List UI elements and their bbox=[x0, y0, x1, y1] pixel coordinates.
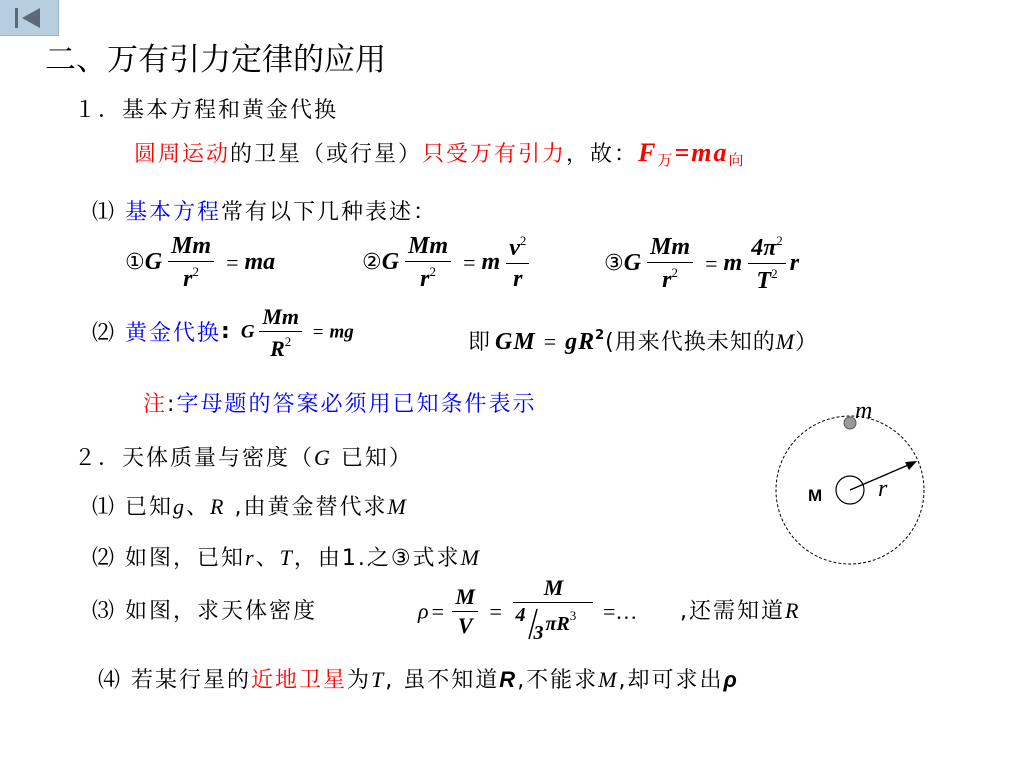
section2-item1-number: ⑴ bbox=[92, 495, 117, 520]
satellite-text: 的卫星（或行星） bbox=[230, 142, 423, 167]
section2-item2-r: r bbox=[245, 545, 256, 570]
therefore-text: ，故： bbox=[566, 142, 639, 167]
golden-gR-exponent: 2 bbox=[595, 328, 606, 343]
density-fraction-2 bbox=[513, 577, 593, 646]
section2-item1-text2: 、 bbox=[186, 495, 211, 520]
formula-1-equals: = bbox=[226, 249, 239, 275]
golden-relation bbox=[468, 325, 818, 356]
section2-heading bbox=[74, 441, 413, 472]
section2-item2-text1: 如图，已知 bbox=[116, 546, 246, 571]
section2-item4 bbox=[98, 663, 739, 694]
formula-3-denominator: r bbox=[662, 267, 672, 293]
formula-3 bbox=[604, 234, 799, 293]
item2-golden-substitution bbox=[92, 306, 354, 360]
formula-3-four-pi-exponent: 2 bbox=[776, 233, 783, 248]
section2-item1-R: R bbox=[210, 494, 226, 519]
section2-item1-text1: 已知 bbox=[116, 495, 174, 520]
section2-item4-text4: ,不能求 bbox=[517, 668, 599, 693]
section2-item3 bbox=[92, 594, 317, 625]
formula-3-equals: = bbox=[705, 250, 718, 276]
density-mass-2: M bbox=[543, 575, 564, 600]
formula-2-velocity: v bbox=[509, 235, 520, 261]
radius-label: r bbox=[878, 476, 888, 502]
formula-3-four-pi: 4π bbox=[751, 235, 777, 261]
section2-item4-text3: , 虽不知道 bbox=[385, 668, 500, 693]
formula-1-marker: ① bbox=[125, 250, 145, 275]
density-equals-2: = bbox=[489, 598, 502, 624]
section2-item1-g: g bbox=[173, 494, 187, 519]
formula-3-period-fraction bbox=[748, 234, 786, 293]
formula-3-fraction bbox=[647, 235, 693, 292]
density-piR-exponent: 3 bbox=[569, 608, 577, 623]
formula-2-marker: ② bbox=[362, 250, 382, 275]
gravity-only-text: 只受万有引力 bbox=[422, 142, 567, 167]
formula-1-G: G bbox=[144, 249, 163, 275]
radius-arrowhead bbox=[905, 461, 917, 470]
formula-2-exponent: 2 bbox=[429, 264, 436, 279]
golden-substitution-text: 黄金代换 bbox=[125, 320, 222, 346]
section2-item3-number: ⑶ bbox=[92, 599, 117, 624]
formula-1-fraction bbox=[168, 234, 214, 291]
golden-GM: GM bbox=[495, 329, 536, 355]
formula-2-m: m bbox=[481, 249, 501, 275]
note-text: 字母题的答案必须用已知条件表示 bbox=[176, 392, 537, 417]
density-four: 4 bbox=[515, 604, 526, 626]
golden-equals: = bbox=[312, 322, 324, 343]
page-title: 二、万有引力定律的应用 bbox=[45, 42, 386, 78]
section2-item3-text2: ,还需知道 bbox=[680, 599, 785, 624]
section2-item1 bbox=[92, 490, 408, 521]
formula-2-denominator: r bbox=[420, 266, 430, 292]
section2-item4-text1: 若某行星的 bbox=[122, 668, 252, 693]
section2-item2-number: ⑵ bbox=[92, 546, 117, 571]
formula-1-exponent: 2 bbox=[192, 264, 199, 279]
formula-2 bbox=[362, 234, 529, 291]
density-volume: V bbox=[452, 611, 478, 637]
formula-2-numerator: Mm bbox=[408, 233, 449, 259]
density-piR: πR bbox=[545, 613, 570, 635]
section2-item2-T: T bbox=[279, 545, 294, 570]
golden-gR: gR bbox=[565, 329, 596, 355]
density-three: 3 bbox=[533, 622, 544, 644]
formula-3-m: m bbox=[723, 250, 743, 276]
density-equals-1: = bbox=[431, 598, 444, 624]
golden-equals-2: = bbox=[543, 329, 558, 354]
golden-rhs: mg bbox=[329, 322, 354, 343]
golden-numerator: Mm bbox=[262, 304, 300, 329]
formula-2-velocity-fraction bbox=[506, 234, 529, 291]
satellite-mass-label: m bbox=[855, 398, 873, 424]
density-equals-3: =… bbox=[602, 598, 638, 624]
density-formula bbox=[418, 577, 637, 646]
formula-2-radius: r bbox=[506, 263, 529, 291]
formula-2-fraction bbox=[405, 234, 451, 291]
golden-exponent: 2 bbox=[284, 334, 292, 349]
formula-1-rhs: ma bbox=[244, 249, 276, 275]
golden-M: M bbox=[775, 329, 796, 354]
force-subscript: 万 bbox=[657, 151, 675, 169]
section2-item4-rho: ρ bbox=[723, 667, 739, 692]
formula-1 bbox=[125, 234, 275, 291]
near-earth-satellite-text: 近地卫星 bbox=[251, 668, 348, 693]
density-mass: M bbox=[455, 584, 476, 609]
line-circular-motion bbox=[134, 137, 745, 170]
formula-2-G: G bbox=[381, 249, 400, 275]
item1-number: ⑴ bbox=[92, 200, 117, 225]
formula-3-period-exponent: 2 bbox=[771, 266, 778, 281]
section2-item4-R: R bbox=[499, 667, 518, 692]
circular-motion-text: 圆周运动 bbox=[134, 142, 231, 167]
item2-number: ⑵ bbox=[92, 320, 117, 346]
section2-item1-M: M bbox=[387, 494, 408, 519]
density-fraction-1 bbox=[452, 586, 478, 637]
central-mass-label: M bbox=[808, 486, 823, 505]
golden-denominator: R bbox=[270, 336, 285, 361]
basic-equation-text: 基本方程 bbox=[125, 200, 222, 225]
golden-formula bbox=[240, 304, 354, 361]
golden-colon: : bbox=[221, 318, 232, 344]
section2-item3-R: R bbox=[785, 598, 801, 623]
section2-item4-T: T bbox=[371, 667, 386, 692]
section2-heading-post: 已知） bbox=[331, 446, 413, 471]
formula-2-velocity-exponent: 2 bbox=[519, 233, 527, 248]
first-slide-button[interactable] bbox=[0, 0, 59, 36]
formula-3-numerator: Mm bbox=[650, 234, 691, 260]
section2-item2-text2: 、 bbox=[255, 546, 280, 571]
section2-heading-pre: ２．天体质量与密度（ bbox=[74, 446, 315, 471]
section2-heading-G: G bbox=[314, 445, 332, 470]
formula-3-period: T bbox=[756, 268, 772, 294]
section2-item1-text3: ,由黄金替代求 bbox=[225, 495, 388, 520]
formula-3-G: G bbox=[623, 250, 642, 276]
golden-ji: 即 bbox=[468, 330, 492, 355]
formula-3-tail: r bbox=[789, 250, 800, 276]
accel-subscript: 向 bbox=[728, 151, 746, 169]
first-slide-icon bbox=[0, 0, 58, 35]
golden-paren-text: (用来代换未知的 bbox=[605, 330, 776, 355]
formula-1-denominator: r bbox=[183, 266, 193, 292]
section2-item4-M: M bbox=[598, 667, 619, 692]
golden-fraction bbox=[259, 306, 302, 360]
force-symbol: F bbox=[638, 138, 658, 167]
golden-G: G bbox=[240, 322, 255, 343]
section2-item2-text3: ，由1.之③式求 bbox=[293, 546, 461, 571]
section1-heading: １．基本方程和黄金代换 bbox=[74, 98, 339, 123]
section2-item4-text5: ,却可求出 bbox=[618, 668, 724, 693]
note-label: 注 bbox=[143, 392, 168, 417]
ma-text: =ma bbox=[674, 138, 729, 167]
section2-item2-M: M bbox=[460, 545, 481, 570]
item1-description: 常有以下几种表述： bbox=[221, 200, 438, 225]
section2-item2 bbox=[92, 541, 481, 572]
formula-3-exponent: 2 bbox=[671, 265, 678, 280]
formula-3-marker: ③ bbox=[604, 251, 624, 276]
item1-basic-equation bbox=[92, 195, 437, 226]
golden-close: ） bbox=[795, 330, 819, 355]
section2-item3-text1: 如图，求天体密度 bbox=[116, 599, 318, 624]
density-rho: ρ bbox=[418, 598, 429, 624]
formula-1-numerator: Mm bbox=[171, 233, 212, 259]
section2-item4-number: ⑷ bbox=[98, 668, 123, 693]
note-line bbox=[143, 387, 536, 418]
formula-2-equals: = bbox=[463, 249, 476, 275]
section2-item3-tail bbox=[680, 594, 800, 625]
orbit-diagram bbox=[770, 392, 950, 582]
note-colon: : bbox=[167, 392, 177, 417]
section2-item4-text2: 为 bbox=[347, 668, 372, 693]
